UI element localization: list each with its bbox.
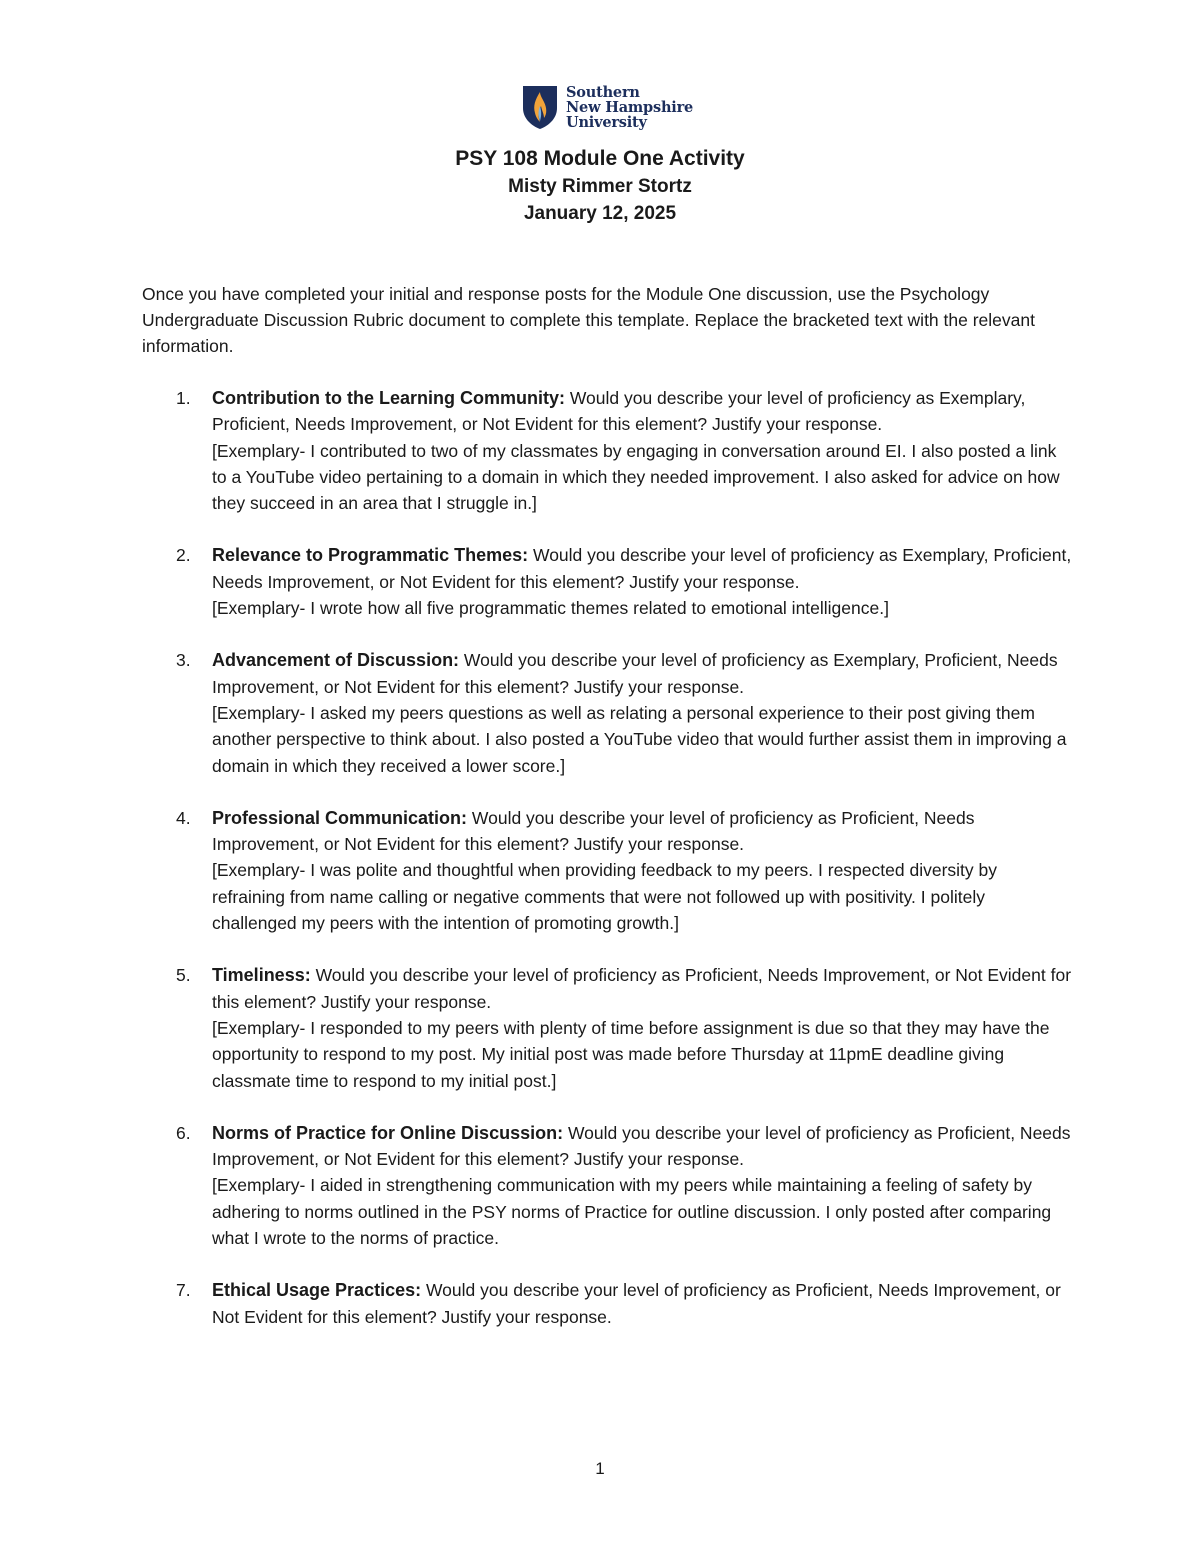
item-number: 2. bbox=[176, 545, 191, 566]
item-answer: [Exemplary- I responded to my peers with plenty of time before assignment is due so that they may have the opportunity to respond to my post. My initial post was made before Thursday at 11pmE deadline giving classmate time to respond to my initial post.] bbox=[212, 1017, 1050, 1091]
university-logo bbox=[522, 84, 693, 130]
list-item bbox=[142, 385, 1072, 516]
document-title: PSY 108 Module One Activity bbox=[455, 147, 745, 170]
item-question: Would you describe your level of proficiency as Proficient, Needs Improvement, or Not Evident for this element? Justify your response. bbox=[212, 1122, 1071, 1170]
document-date: January 12, 2025 bbox=[523, 203, 677, 224]
page-number: 1 bbox=[595, 1459, 605, 1478]
item-question: Would you describe your level of proficiency as Exemplary, Proficient, Needs Improvement, or Not Evident for this element? Justify your response. bbox=[212, 545, 1072, 592]
item-number: 6. bbox=[176, 1122, 191, 1143]
item-number: 1. bbox=[176, 388, 191, 408]
item-question: Would you describe your level of proficiency as Exemplary, Proficient, Needs Improvement, or Not Evident for this element? Justify your response. bbox=[212, 388, 1026, 435]
rubric-list bbox=[142, 385, 1072, 1356]
logo-line-3: University bbox=[566, 114, 647, 131]
item-heading: Timeliness: bbox=[212, 965, 311, 986]
item-answer: [Exemplary- I wrote how all five programmatic themes related to emotional intelligence.] bbox=[212, 598, 889, 619]
item-number: 3. bbox=[176, 650, 191, 671]
logo-line-1: Southern bbox=[566, 84, 640, 101]
title-block bbox=[0, 145, 1200, 227]
list-item bbox=[142, 1120, 1072, 1251]
logo-line-2: New Hampshire bbox=[566, 99, 694, 116]
item-number: 4. bbox=[176, 807, 191, 828]
item-answer: [Exemplary- I contributed to two of my classmates by engaging in conversation around EI. I also posted a link to a YouTube video pertaining to a domain in which they needed improvement. I also asked for advice on how they succeed in an area that I struggle in.] bbox=[212, 440, 1060, 514]
item-heading: Professional Communication: bbox=[212, 807, 468, 828]
intro-paragraph: Once you have completed your initial and response posts for the Module One discussion, use the Psychology Undergraduate Discussion Rubric document to complete this template. Replace the bracketed text with the relevant information. bbox=[142, 284, 1035, 356]
shield-flame-icon bbox=[522, 84, 558, 130]
item-answer: [Exemplary- I was polite and thoughtful when providing feedback to my peers. I respected diversity by refraining from name calling or negative comments that were not followed up with positivity. I politely challenged my peers with the intention of promoting growth.] bbox=[212, 860, 997, 934]
list-item bbox=[142, 805, 1072, 936]
item-heading: Contribution to the Learning Community: bbox=[212, 388, 565, 408]
logo-wordmark bbox=[566, 85, 693, 130]
list-item bbox=[142, 647, 1072, 778]
item-question: Would you describe your level of proficiency as Proficient, Needs Improvement, or Not Evident for this element? Justify your response. bbox=[212, 1280, 1061, 1327]
item-question: Would you describe your level of proficiency as Proficient, Needs Improvement, or Not Evident for this element? Justify your response. bbox=[212, 807, 975, 855]
item-heading: Advancement of Discussion: bbox=[212, 650, 460, 671]
item-number: 5. bbox=[176, 965, 191, 986]
list-item bbox=[142, 1277, 1072, 1330]
item-question: Would you describe your level of proficiency as Proficient, Needs Improvement, or Not Evident for this element? Justify your response. bbox=[212, 965, 1072, 1012]
item-heading: Ethical Usage Practices: bbox=[212, 1280, 422, 1301]
item-heading: Relevance to Programmatic Themes: bbox=[212, 545, 529, 566]
list-item bbox=[142, 542, 1072, 621]
list-item bbox=[142, 962, 1072, 1093]
author-name: Misty Rimmer Stortz bbox=[508, 176, 692, 197]
item-answer: [Exemplary- I asked my peers questions as well as relating a personal experience to their post giving them another perspective to think about. I also posted a YouTube video that would further assist them in improving a domain in which they received a lower score.] bbox=[212, 702, 1067, 776]
item-number: 7. bbox=[176, 1280, 191, 1301]
item-answer: [Exemplary- I aided in strengthening communication with my peers while maintaining a feeling of safety by adhering to norms outlined in the PSY norms of Practice for outline discussion. I only posted after comparing what I wrote to the norms of practice. bbox=[212, 1175, 1052, 1249]
item-heading: Norms of Practice for Online Discussion: bbox=[212, 1122, 564, 1143]
item-question: Would you describe your level of proficiency as Exemplary, Proficient, Needs Improvement, or Not Evident for this element? Justify your response. bbox=[212, 650, 1058, 697]
